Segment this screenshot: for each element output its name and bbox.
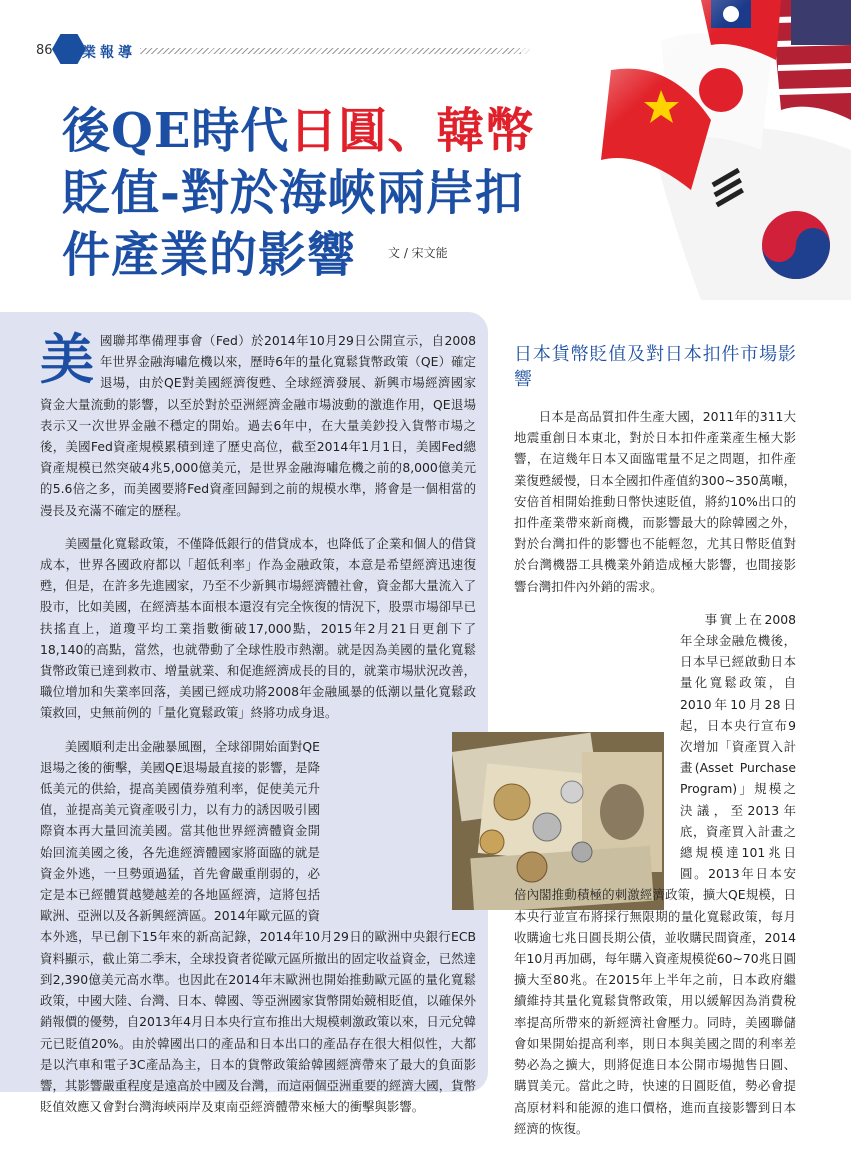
paragraph-1 — [40, 327, 476, 521]
header-rule — [140, 48, 530, 54]
drop-cap: 美 — [40, 327, 94, 391]
paragraph-2: 美國量化寬鬆政策，不僅降低銀行的借貸成本，也降低了企業和個人的借貸成本，世界各國政府都以「超低利率」作為金融政策，本意是希望經濟迅速復甦，但是，在許多先進國家，乃至不少新興市場經濟體社會，資金都大量流入了股市，比如美國，在經濟基本面根本還沒有完全恢復的情況下，股票市場卻早已扶搖直上，道瓊平均工業指數衝破17,000點，2015年2月21日更創下了18,140的高點，當然，也就帶動了全球性股市熱潮。就是因為美國的量化寬鬆貨幣政策已達到救市、增量就業、和促進經濟成長的目的，就業市場狀況改善，職位增加和失業率回落，美國已經成功將2008年金融風暴的低潮以量化寬鬆政策救回，史無前例的「量化寬鬆政策」終將功成身退。 — [40, 535, 476, 721]
title-line1-b: 日圓、韓幣 — [289, 103, 535, 159]
photo-wrap-spacer — [512, 713, 672, 883]
article-title — [62, 100, 534, 286]
right-column — [514, 342, 796, 1151]
left-column — [40, 327, 476, 1129]
author-byline: 文 / 宋文能 — [388, 246, 448, 260]
flags-image — [521, 0, 851, 300]
paragraph-1-text: 國聯邦準備理事會（Fed）於2014年10月29日公開宣示，自2008年世界金融海嘯危機以來，歷時6年的量化寬鬆貨幣政策（QE）確定退場，由於QE對美國經濟復甦、全球經濟發展、新興市場經濟國家資金大量流動的影響，以至於對於亞洲經濟金融市場波動的激進作用，QE退場表示又一次世界金融不穩定的開始。過去6年中，在大量美鈔投入貨幣市場之後，美國Fed資產規模累積到達了歷史高位，截至2014年1月1日，美國Fed總資產規模已然突破4兆5,000億美元，是世界金融海嘯危機之前的8,000億美元的5.6倍之多，而美國要將Fed資產回歸到之前的規模水準，將會是一個相當的漫長及充滿不確定的歷程。 — [40, 333, 476, 518]
section-label: 產業報導 — [64, 45, 136, 61]
right-paragraph-1: 日本是高品質扣件生產大國，2011年的311大地震重創日本東北，對於日本扣件產業產生極大影響，在這幾年日本又面臨電量不足之問題，扣件產業復甦緩慢，日本全國扣件產值約300~350萬噸，安倍首相開始推動日幣快速貶值，將約10%出口的扣件產業帶來新商機，而影響最大的除韓國之外，對於台灣扣件的影響也不能輕忽，尤其日幣貶值對於台灣機器工具機業外銷造成極大影響，也間接影響台灣扣件內外銷的需求。 — [514, 409, 796, 594]
right-paragraph-2 — [514, 609, 796, 1139]
title-line2: 貶值-對於海峽兩岸扣 — [62, 165, 524, 221]
title-line1-a: 後QE時代 — [62, 103, 290, 159]
page-number: 86 — [36, 43, 53, 58]
right-paragraph-2-text: 事實上在2008年全球金融危機後，日本早已經啟動日本量化寬鬆政策，自2010年10月28日起，日本央行宣布9次增加「資產買入計畫(Asset Purchase Program)」規模之決議，至2013年底，資產買入計畫之總規模達101兆日圓。2013年日本安倍內閣推動積極的刺激經濟政策，擴大QE規模，日本央行並宣布將採行無限期的量化寬鬆政策，每月收購逾七兆日圓長期公債，並收購民間資產，2014年10月再加碼，每年購入資產規模從60~70兆日圓擴大至80兆。在2015年上半年之前，日本政府繼續維持其量化寬鬆貨幣政策，用以緩解因為消費稅率提高所帶來的新經濟社會壓力。同時，美國聯儲會如果開始提高利率，則日本與美國之間的利率差勢必為之擴大，則將促進日本公開市場拋售日圓、購買美元。當此之時，快速的日圓貶值，勢必會提高原材料和能源的進口價格，進而直接影響到日本經濟的恢復。 — [514, 611, 796, 1136]
right-heading: 日本貨幣貶值及對日本扣件市場影響 — [514, 344, 796, 390]
title-line3: 件產業的影響 — [62, 227, 357, 283]
paragraph-3-text: 美國順利走出金融暴風圈，全球卻開始面對QE退場之後的衝擊，美國QE退場最直接的影響，是降低美元的供給，提高美國債券殖利率，促使美元升值，並提高美元資產吸引力，以有力的誘因吸引國際資本再大量回流美國。當其他世界經濟體資金開始回流美國之後，各先進經濟體國家將面臨的就是資金外逃，一旦勢頭過猛，首先會嚴重削弱的，必定是本已經體質越變越差的各地區經濟，這將包括歐洲、亞洲以及各新興經濟區。2014年歐元區的資本外逃，早已創下15年來的新高記錄，2014年10月29日的歐洲中央銀行ECB資料顯示，截止第二季末，全球投資者從歐元區所撤出的固定收益資金，已然達到2,390億美元高水準。也因此在2014年末歐洲也開始推動歐元區的量化寬鬆政策，中國大陸、台灣、日本、韓國、等亞洲國家貨幣開始競相貶值，以確保外銷報價的優勢，自2013年4月日本央行宣布推出大規模刺激政策以來，日元兌韓元已貶值20%。由於韓國出口的產品和日本出口的產品存在很大相似性，大都是以汽車和電子3C產品為主，日本的貨幣政策給韓國經濟帶來了最大的負面影響，其影響嚴重程度是遠高於中國及台灣，而這兩個亞洲重要的經濟大國，貨幣貶值效應又會對台灣海峽兩岸及東南亞經濟體帶來極大的衝擊與影響。 — [40, 738, 476, 1115]
paragraph-3 — [40, 736, 476, 1118]
